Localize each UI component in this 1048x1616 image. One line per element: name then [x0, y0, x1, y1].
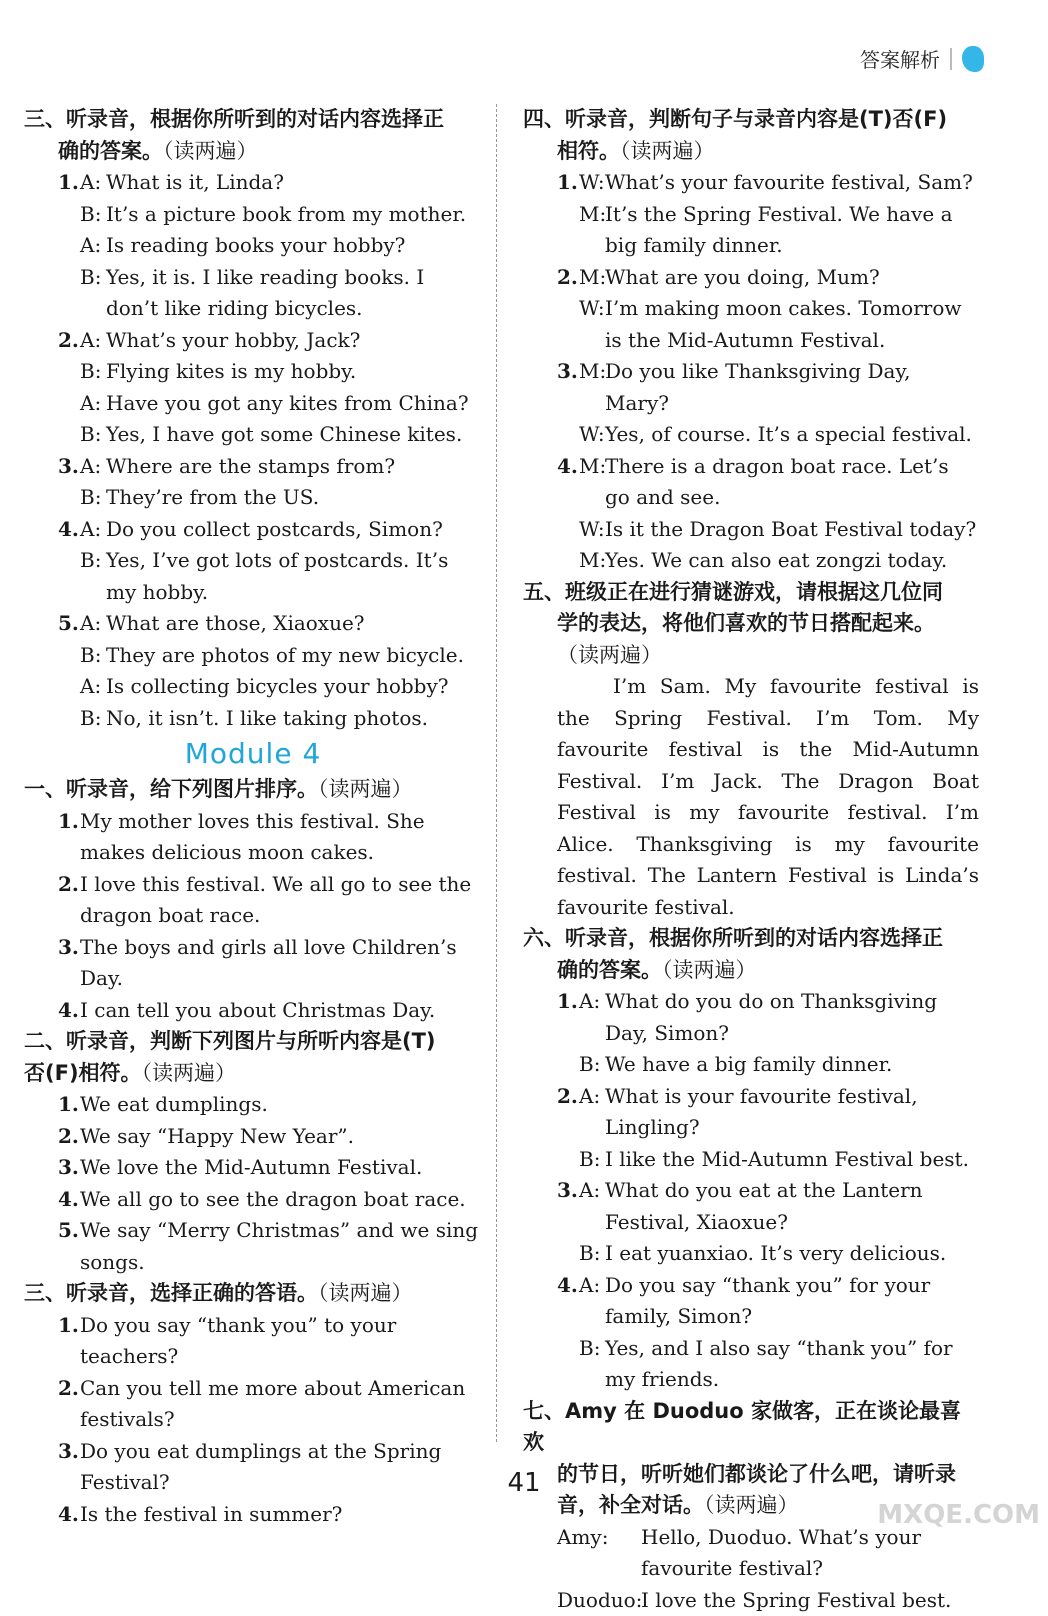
- item-number: [557, 514, 579, 546]
- header-title: 答案解析: [860, 44, 940, 73]
- dialog-line: [557, 419, 979, 451]
- section-title: 五、班级正在进行猜谜游戏，请根据这几位同 学的表达，将他们喜欢的节日搭配起来。 （读两遍）: [523, 577, 979, 672]
- item-number: 1.: [58, 167, 80, 199]
- dialog-text: What do you do on Thanksgiving Day, Simon?: [605, 986, 979, 1049]
- speaker-label: A:: [80, 451, 106, 483]
- speaker-label: B:: [579, 1049, 605, 1081]
- list-item: [24, 1152, 482, 1184]
- item-number: 3.: [58, 1436, 80, 1499]
- speaker-label: A:: [80, 608, 106, 640]
- section-title: 三、听录音，根据你所听到的对话内容选择正 确的答案。（读两遍）: [24, 104, 482, 167]
- dialog-list: [523, 986, 979, 1396]
- dialog-line: [557, 1270, 979, 1333]
- speaker-label: A:: [579, 1175, 605, 1238]
- dialog-line: [58, 451, 482, 483]
- dialog-text: What’s your favourite festival, Sam?: [605, 167, 979, 199]
- item-number: 3.: [58, 451, 80, 483]
- item-number: 2.: [58, 869, 80, 932]
- list-item: [24, 1089, 482, 1121]
- item-number: 4.: [58, 514, 80, 546]
- dialog-line: [557, 1081, 979, 1144]
- speaker-label: A:: [80, 388, 106, 420]
- item-number: 3.: [58, 932, 80, 995]
- list-item: [24, 1499, 482, 1531]
- item-number: [557, 199, 579, 262]
- item-number: [58, 703, 80, 735]
- column-divider: [496, 104, 497, 1442]
- dialog-text: They’re from the US.: [106, 482, 482, 514]
- dialog-line: [557, 1522, 979, 1585]
- section-title: 四、听录音，判断句子与录音内容是(T)否(F) 相符。（读两遍）: [523, 104, 979, 167]
- speaker-label: B:: [80, 482, 106, 514]
- dialog-text: Yes, it is. I like reading books. I don’t like riding bicycles.: [106, 262, 482, 325]
- dialog-text: What do you eat at the Lantern Festival, Xiaoxue?: [605, 1175, 979, 1238]
- speaker-label: B:: [80, 703, 106, 735]
- dialog-line: [557, 1175, 979, 1238]
- dialog-text: Yes, and I also say “thank you” for my friends.: [605, 1333, 979, 1396]
- dialog-line: [58, 262, 482, 325]
- dialog-text: I love the Spring Festival best.: [641, 1585, 979, 1616]
- dialog-text: What is it, Linda?: [106, 167, 482, 199]
- item-number: 4.: [58, 995, 80, 1027]
- item-number: [58, 640, 80, 672]
- item-number: 4.: [58, 1499, 80, 1531]
- item-number: [58, 671, 80, 703]
- section-title: 二、听录音，判断下列图片与所听内容是(T) 否(F)相符。（读两遍）: [24, 1026, 482, 1089]
- section-title: 七、Amy 在 Duoduo 家做客，正在谈论最喜欢 的节日，听听她们都谈论了什么吧，请听录 音，补全对话。（读两遍）: [523, 1396, 979, 1522]
- dialog-item: [523, 167, 979, 262]
- dialog-line: [557, 1144, 979, 1176]
- speaker-label: W:: [579, 167, 605, 199]
- dialog-text: It’s the Spring Festival. We have a big family dinner.: [605, 199, 979, 262]
- item-number: 1.: [557, 167, 579, 199]
- dialog-line: [58, 703, 482, 735]
- speaker-label: B:: [80, 545, 106, 608]
- list-item: [24, 869, 482, 932]
- dialog-text: What is your favourite festival, Lingling?: [605, 1081, 979, 1144]
- dialog-text: There is a dragon boat race. Let’s go and see.: [605, 451, 979, 514]
- dialog-line: [58, 199, 482, 231]
- dialog-line: [58, 545, 482, 608]
- item-number: 2.: [557, 262, 579, 294]
- item-list: [24, 1089, 482, 1278]
- dialog-line: [557, 199, 979, 262]
- item-number: [58, 545, 80, 608]
- item-number: 3.: [557, 1175, 579, 1238]
- left-column: [24, 104, 482, 1530]
- speaker-label: A:: [80, 325, 106, 357]
- dialog-line: [58, 167, 482, 199]
- dialog-item: [24, 167, 482, 325]
- section-title: 六、听录音，根据你所听到的对话内容选择正 确的答案。（读两遍）: [523, 923, 979, 986]
- speaker-label: B:: [80, 356, 106, 388]
- item-text: We eat dumplings.: [80, 1089, 482, 1121]
- dialog-line: [58, 419, 482, 451]
- item-number: [557, 545, 579, 577]
- dialog-item: [523, 356, 979, 451]
- item-text: I can tell you about Christmas Day.: [80, 995, 482, 1027]
- dialog-item: [523, 451, 979, 577]
- item-text: Do you eat dumplings at the Spring Festival?: [80, 1436, 482, 1499]
- dialog-text: Where are the stamps from?: [106, 451, 482, 483]
- dialog-text: Is collecting bicycles your hobby?: [106, 671, 482, 703]
- item-text: We say “Merry Christmas” and we sing songs.: [80, 1215, 482, 1278]
- dialog-line: [557, 262, 979, 294]
- dialog-line: [58, 388, 482, 420]
- dialog-line: [58, 356, 482, 388]
- module-heading: Module 4: [24, 734, 482, 774]
- dialog-list: [24, 167, 482, 734]
- section-title: 三、听录音，选择正确的答语。（读两遍）: [24, 1278, 482, 1310]
- dialog-text: No, it isn’t. I like taking photos.: [106, 703, 482, 735]
- speaker-label: Amy:: [557, 1522, 641, 1585]
- speaker-label: B:: [80, 640, 106, 672]
- list-item: [24, 1373, 482, 1436]
- dialog-line: [557, 1333, 979, 1396]
- item-number: [58, 199, 80, 231]
- dialog-item: [523, 1081, 979, 1176]
- dialog-item: [24, 325, 482, 451]
- header-divider: [950, 48, 952, 70]
- item-list: [24, 806, 482, 1027]
- speaker-label: A:: [80, 671, 106, 703]
- item-number: 2.: [58, 1121, 80, 1153]
- dialog-line: [557, 167, 979, 199]
- list-item: [24, 932, 482, 995]
- speaker-label: B:: [80, 419, 106, 451]
- item-number: 1.: [58, 1089, 80, 1121]
- item-number: 5.: [58, 1215, 80, 1278]
- dialog-line: [557, 986, 979, 1049]
- page-header: [860, 44, 984, 73]
- item-number: 1.: [58, 806, 80, 869]
- item-number: [58, 356, 80, 388]
- dialog-text: Is it the Dragon Boat Festival today?: [605, 514, 979, 546]
- dialog-text: Flying kites is my hobby.: [106, 356, 482, 388]
- dialog-line: [58, 640, 482, 672]
- dialog-line: [557, 545, 979, 577]
- list-item: [24, 1184, 482, 1216]
- dialog-text: Is reading books your hobby?: [106, 230, 482, 262]
- item-number: [58, 262, 80, 325]
- dialog-text: Do you like Thanksgiving Day, Mary?: [605, 356, 979, 419]
- passage-text: I’m Sam. My favourite festival is the Spring Festival. I’m Tom. My favourite festival is the Mid-Autumn Festival. I’m Jack. The Dragon Boat Festival is my favourite festival. I’m Alice. Thanksgiving is my favourite festival. The Lantern Festival is Linda’s favourite festival.: [523, 671, 979, 923]
- item-number: 4.: [557, 1270, 579, 1333]
- item-text: I love this festival. We all go to see the dragon boat race.: [80, 869, 482, 932]
- speaker-label: B:: [579, 1238, 605, 1270]
- speaker-label: A:: [579, 1270, 605, 1333]
- dialog-item: [523, 1270, 979, 1396]
- list-item: [24, 1310, 482, 1373]
- dialog-line: [557, 1585, 979, 1616]
- dialog-item: [523, 262, 979, 357]
- dialog-text: Yes, I have got some Chinese kites.: [106, 419, 482, 451]
- dialog-item: [523, 1175, 979, 1270]
- dialog-text: What are you doing, Mum?: [605, 262, 979, 294]
- speaker-label: B:: [579, 1144, 605, 1176]
- dialog-line: [557, 514, 979, 546]
- dialog-text: Hello, Duoduo. What’s your favourite festival?: [641, 1522, 979, 1585]
- item-text: We all go to see the dragon boat race.: [80, 1184, 482, 1216]
- item-number: 2.: [58, 325, 80, 357]
- watermark-text: MXQE.COM: [877, 1500, 1040, 1530]
- item-number: [58, 230, 80, 262]
- page-number: 41: [0, 1468, 1048, 1498]
- dialog-text: I’m making moon cakes. Tomorrow is the Mid-Autumn Festival.: [605, 293, 979, 356]
- speaker-label: A:: [80, 230, 106, 262]
- speaker-label: W:: [579, 514, 605, 546]
- item-text: We love the Mid-Autumn Festival.: [80, 1152, 482, 1184]
- dialog-item: [523, 986, 979, 1081]
- dialog-line: [557, 451, 979, 514]
- dialog-text: Do you say “thank you” for your family, Simon?: [605, 1270, 979, 1333]
- item-number: [557, 1238, 579, 1270]
- dialog-list: [523, 167, 979, 577]
- item-number: 4.: [58, 1184, 80, 1216]
- item-number: 4.: [557, 451, 579, 514]
- list-item: [24, 995, 482, 1027]
- dialog-line: [58, 482, 482, 514]
- item-number: [557, 1333, 579, 1396]
- item-number: 2.: [557, 1081, 579, 1144]
- item-text: My mother loves this festival. She makes delicious moon cakes.: [80, 806, 482, 869]
- dialog-text: What’s your hobby, Jack?: [106, 325, 482, 357]
- dialog-text: Have you got any kites from China?: [106, 388, 482, 420]
- list-item: [24, 806, 482, 869]
- item-number: [557, 1144, 579, 1176]
- dialog-line: [58, 608, 482, 640]
- dialog-line: [58, 514, 482, 546]
- dialog-text: Yes, I’ve got lots of postcards. It’s my hobby.: [106, 545, 482, 608]
- speaker-label: A:: [579, 986, 605, 1049]
- dialog-item: [24, 608, 482, 734]
- item-number: 3.: [557, 356, 579, 419]
- item-text: The boys and girls all love Children’s Day.: [80, 932, 482, 995]
- right-column: [523, 104, 979, 1616]
- dialog-line: [557, 356, 979, 419]
- speaker-label: M:: [579, 356, 605, 419]
- item-number: [557, 293, 579, 356]
- list-item: [24, 1121, 482, 1153]
- speaker-label: B:: [80, 262, 106, 325]
- dialog-text: I like the Mid-Autumn Festival best.: [605, 1144, 979, 1176]
- dialog-text: I eat yuanxiao. It’s very delicious.: [605, 1238, 979, 1270]
- dialog-line: [557, 1238, 979, 1270]
- item-number: 5.: [58, 608, 80, 640]
- speaker-label: A:: [579, 1081, 605, 1144]
- speaker-label: A:: [80, 167, 106, 199]
- item-number: 1.: [58, 1310, 80, 1373]
- dialog-line: [58, 325, 482, 357]
- dialog-line: [58, 230, 482, 262]
- dialog-text: Do you collect postcards, Simon?: [106, 514, 482, 546]
- item-text: Is the festival in summer?: [80, 1499, 482, 1531]
- item-number: [58, 419, 80, 451]
- item-text: Can you tell me more about American festivals?: [80, 1373, 482, 1436]
- dialog-text: Yes. We can also eat zongzi today.: [605, 545, 979, 577]
- list-item: [24, 1215, 482, 1278]
- item-number: 3.: [58, 1152, 80, 1184]
- speaker-label: B:: [579, 1333, 605, 1396]
- brand-blob-icon: [962, 46, 984, 72]
- speaker-label: W:: [579, 419, 605, 451]
- speaker-label: M:: [579, 199, 605, 262]
- dialog-item: [24, 514, 482, 609]
- item-number: [58, 482, 80, 514]
- dialog-text: What are those, Xiaoxue?: [106, 608, 482, 640]
- dialog-line: [58, 671, 482, 703]
- dialog-text: It’s a picture book from my mother.: [106, 199, 482, 231]
- speaker-label: M:: [579, 545, 605, 577]
- speaker-label: W:: [579, 293, 605, 356]
- speaker-label: Duoduo:: [557, 1585, 641, 1616]
- dialog-text: Yes, of course. It’s a special festival.: [605, 419, 979, 451]
- item-text: Do you say “thank you” to your teachers?: [80, 1310, 482, 1373]
- item-text: We say “Happy New Year”.: [80, 1121, 482, 1153]
- dialog-item: [24, 451, 482, 514]
- section-title: 一、听录音，给下列图片排序。（读两遍）: [24, 774, 482, 806]
- dialog-line: [557, 293, 979, 356]
- item-number: 1.: [557, 986, 579, 1049]
- dialog-line: [557, 1049, 979, 1081]
- speaker-label: M:: [579, 262, 605, 294]
- dialog-text: They are photos of my new bicycle.: [106, 640, 482, 672]
- item-number: [557, 1049, 579, 1081]
- item-number: 2.: [58, 1373, 80, 1436]
- speaker-label: B:: [80, 199, 106, 231]
- speaker-label: A:: [80, 514, 106, 546]
- item-number: [557, 419, 579, 451]
- dialog-text: We have a big family dinner.: [605, 1049, 979, 1081]
- speaker-label: M:: [579, 451, 605, 514]
- item-number: [58, 388, 80, 420]
